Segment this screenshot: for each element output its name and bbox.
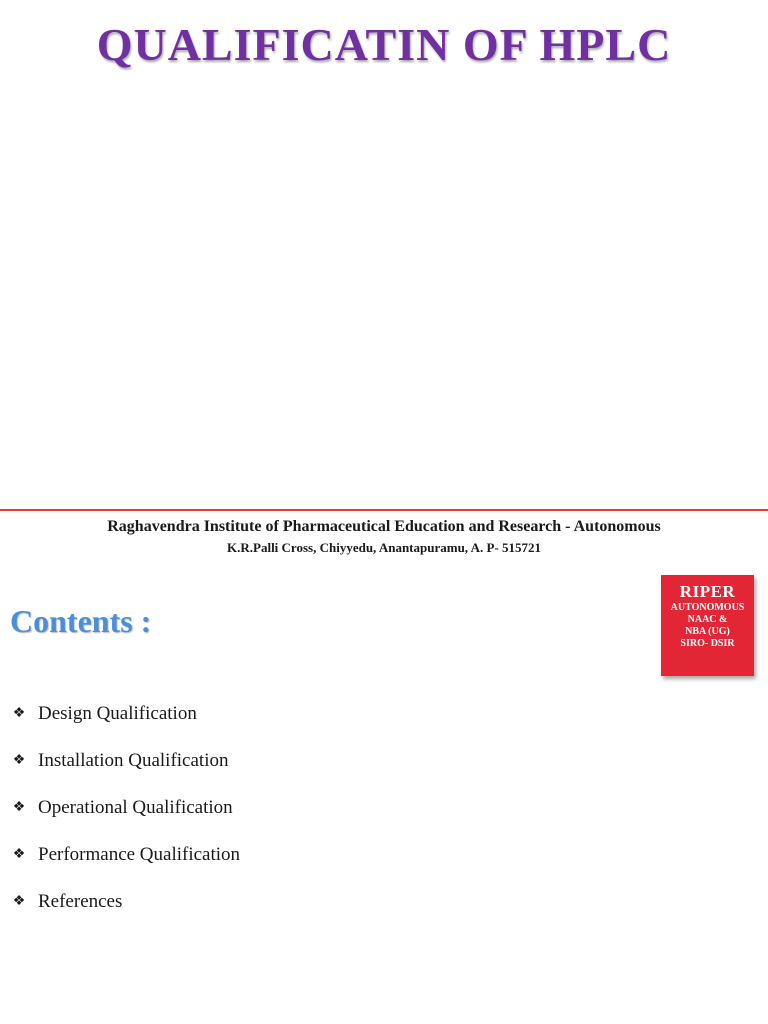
institute-address: K.R.Palli Cross, Chiyyedu, Anantapuramu, A. P- 515721 [227,540,541,555]
badge-line: NAAC & [687,614,728,625]
list-item [8,737,240,784]
badge-line: NBA (UG) [685,626,730,637]
diamond-bullet-icon: ❖ [12,800,26,815]
diamond-bullet-icon: ❖ [12,847,26,862]
list-item-label: Design Qualification [38,702,197,724]
contents-list [8,690,240,925]
list-item [8,690,240,737]
badge-line: AUTONOMOUS [670,602,745,613]
list-item-label: Installation Qualification [38,749,229,771]
list-item [8,784,240,831]
list-item [8,831,240,878]
institute-name: Raghavendra Institute of Pharmaceutical Education and Research - Autonomous [107,518,661,535]
list-item-label: Operational Qualification [38,796,233,818]
diamond-bullet-icon: ❖ [12,894,26,909]
diamond-bullet-icon: ❖ [12,753,26,768]
slide-title: QUALIFICATIN OF HPLC [96,19,672,70]
diamond-bullet-icon: ❖ [12,706,26,721]
list-item [8,878,240,925]
contents-heading: Contents : [10,603,152,639]
riper-logo-badge [661,575,754,676]
list-item-label: References [38,890,123,912]
badge-title: RIPER [679,582,736,601]
header-divider [0,509,768,511]
badge-line: SIRO- DSIR [680,638,735,649]
list-item-label: Performance Qualification [38,843,241,865]
